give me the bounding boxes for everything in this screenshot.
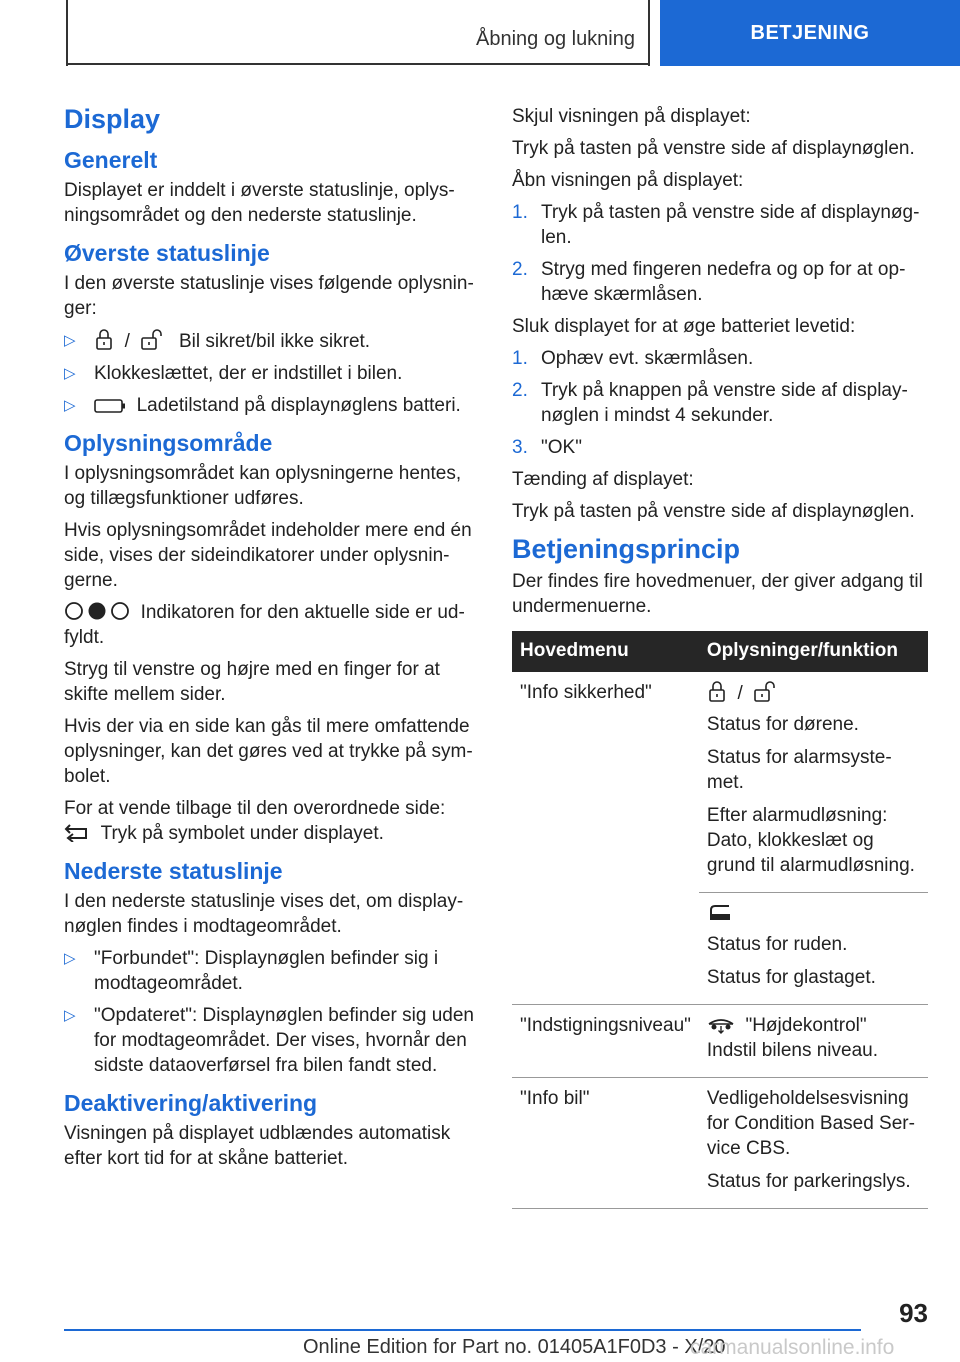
step-number: 3. [512, 437, 528, 458]
cell-text: Status for alarmsystemet. [706, 747, 892, 793]
triangle-bullet-icon: ▷ [64, 950, 76, 967]
list-item [512, 346, 928, 371]
battery-icon [94, 398, 126, 414]
cell-text-wrap [707, 1013, 920, 1063]
lock-status-text: Bil sikret/bil ikke sikret. [178, 331, 371, 352]
triangle-bullet-icon: ▷ [64, 332, 76, 349]
nederste-item2: "Opdateret": Displaynøglen befinder sig uden for modtageområdet. Der vises, hvornår den sidste dataoverførsel fra bilen fandt sted. [94, 1005, 474, 1076]
right-p3: Åbn visningen på displayet: [512, 170, 744, 191]
heading-oplysningsomraade: Oplysningsområde [64, 430, 273, 456]
cell-text: Status for dørene. [706, 714, 859, 735]
deakt-text: Visningen på displayet udblændes automatisk efter kort tid for at skåne batteriet. [64, 1123, 451, 1169]
right-p5: Tænding af displayet: [512, 469, 694, 490]
cell-text: "Højdekontrol" Indstil bilens niveau. [706, 1015, 878, 1061]
triangle-bullet-icon: ▷ [64, 397, 76, 414]
oeverste-list [64, 328, 482, 418]
step-number: 2. [512, 380, 528, 401]
cell-text: Efter alarmudløsning: Dato, klokkeslæt og grund til alarmudløsning. [706, 805, 915, 876]
oplysning-p7-wrap [64, 821, 482, 846]
oplysning-p6: For at vende tilbage til den overordnede side: [64, 798, 446, 819]
lock-closed-icon [707, 680, 727, 702]
nederste-item1: "Forbundet": Displaynøglen befinder sig i modtageområdet. [94, 948, 439, 994]
betj-text: Der findes fire hovedmenuer, der giver adgang til undermenuerne. [512, 571, 923, 617]
triangle-bullet-icon: ▷ [64, 1007, 76, 1024]
table-header-menu: Hovedmenu [512, 631, 699, 672]
list-item [512, 200, 928, 250]
heading-generelt: Generelt [64, 147, 158, 173]
heading-deaktivering: Deaktivering/aktivering [64, 1090, 318, 1116]
lock-icons-line [707, 680, 920, 706]
footer-rule [64, 1329, 861, 1331]
battery-status-text: Ladetilstand på displaynøglens batteri. [136, 395, 461, 416]
table-cell-menu: "Info sikkerhed" [520, 682, 652, 703]
step-number: 1. [512, 348, 528, 369]
table-row [512, 672, 928, 893]
cell-text: Status for ruden. [706, 934, 848, 955]
chapter-tab-label: BETJENING [750, 21, 870, 44]
oplysning-p4: Stryg til venstre og højre med en finger for at skifte mellem sider. [64, 659, 440, 705]
step-text: Tryk på tasten på venstre side af displaynøglen. [541, 202, 920, 248]
table-row [512, 893, 928, 1005]
sunroof-icon [707, 902, 733, 922]
right-p2: Tryk på tasten på venstre side af displaynøglen. [512, 138, 915, 159]
section-title: Åbning og lukning [475, 28, 635, 50]
oeverste-intro: I den øverste statuslinje vises følgende oplysninger: [64, 273, 474, 319]
oplysning-p7: Tryk på symbolet under displayet. [100, 823, 384, 844]
table-row [512, 1078, 928, 1209]
table-cell-info [699, 893, 928, 1005]
oplysning-p3-wrap [64, 600, 482, 650]
table-cell-menu: "Indstigningsniveau" [512, 1005, 699, 1078]
step-text: Stryg med fingeren nedefra og op for at ophæve skærmlåsen. [541, 259, 906, 305]
table-cell-info [699, 1005, 928, 1078]
oplysning-p2: Hvis oplysningsområdet indeholder mere end én side, vises der sideindikatorer under oplysningerne. [64, 520, 472, 591]
header-rule-bottom [66, 63, 650, 65]
page-number: 93 [899, 1298, 928, 1328]
table-header-row [512, 631, 928, 672]
list-item [64, 328, 482, 354]
lock-open-icon [140, 328, 168, 350]
right-p6: Tryk på tasten på venstre side af displaynøglen. [512, 501, 915, 522]
table-cell-info [699, 672, 928, 893]
open-steps-list [512, 200, 928, 307]
generelt-text: Displayet er inddelt i øverste statuslinje, oplysningsområdet og den nederste statuslinje. [64, 180, 455, 226]
heading-oeverste-statuslinje: Øverste statuslinje [64, 240, 270, 266]
list-item [64, 946, 482, 996]
lock-separator: / [124, 331, 130, 352]
list-item [64, 361, 482, 386]
oplysning-p1: I oplysningsområdet kan oplysningerne hentes, og tillægsfunktioner udføres. [64, 463, 462, 509]
table-cell-info [699, 1078, 928, 1209]
list-item [64, 393, 482, 418]
lock-separator: / [737, 683, 743, 704]
heading-nederste-statuslinje: Nederste statuslinje [64, 858, 283, 884]
left-column [64, 100, 482, 1178]
cell-text: Status for parkeringslys. [706, 1171, 911, 1192]
heading-betjeningsprincip: Betjeningsprincip [512, 534, 741, 564]
clock-status-text: Klokkeslættet, der er indstillet i bilen. [94, 363, 403, 384]
lock-open-icon [753, 680, 781, 702]
page-title: Display [64, 104, 161, 134]
step-number: 1. [512, 202, 528, 223]
cell-text: Status for glastaget. [706, 967, 876, 988]
table-header-info: Oplysninger/funktion [699, 631, 928, 672]
table-cell-menu: "Info bil" [512, 1078, 699, 1209]
watermark: carmanualsonline.info [690, 1336, 895, 1359]
list-item [512, 435, 928, 460]
table-cell-menu [512, 893, 699, 1005]
right-p1: Skjul visningen på displayet: [512, 106, 751, 127]
list-item [64, 1003, 482, 1078]
nederste-intro: I den nederste statuslinje vises det, om displaynøglen findes i modtageområdet. [64, 891, 464, 937]
footer-edition: Online Edition for Part no. 01405A1F0D3 - X/20 [303, 1336, 726, 1358]
chapter-tab[interactable] [660, 0, 960, 66]
oplysning-p3: Indikatoren for den aktuelle side er udfyldt. [64, 602, 465, 648]
right-p4: Sluk displayet for at øge batteriet levetid: [512, 316, 856, 337]
sunroof-icon-line [707, 901, 920, 926]
back-arrow-icon [64, 824, 90, 842]
off-steps-list [512, 346, 928, 460]
step-text: "OK" [541, 437, 582, 458]
step-text: Ophæv evt. skærmlåsen. [541, 348, 754, 369]
lock-closed-icon [94, 328, 114, 350]
car-height-icon [707, 1014, 735, 1034]
menu-table [512, 631, 928, 1209]
step-number: 2. [512, 259, 528, 280]
page-indicator-icon [64, 601, 130, 621]
list-item [512, 378, 928, 428]
right-column [512, 104, 928, 1209]
cell-text: Vedligeholdelsesvisning for Condition Based Service CBS. [706, 1088, 915, 1159]
table-row [512, 1005, 928, 1078]
nederste-list [64, 946, 482, 1078]
step-text: Tryk på knappen på venstre side af displaynøglen i mindst 4 sekunder. [541, 380, 908, 426]
triangle-bullet-icon: ▷ [64, 365, 76, 382]
list-item [512, 257, 928, 307]
header-rule-mid [648, 0, 650, 66]
oplysning-p5: Hvis der via en side kan gås til mere omfattende oplysninger, kan det gøres ved at trykke på symbolet. [64, 716, 473, 787]
